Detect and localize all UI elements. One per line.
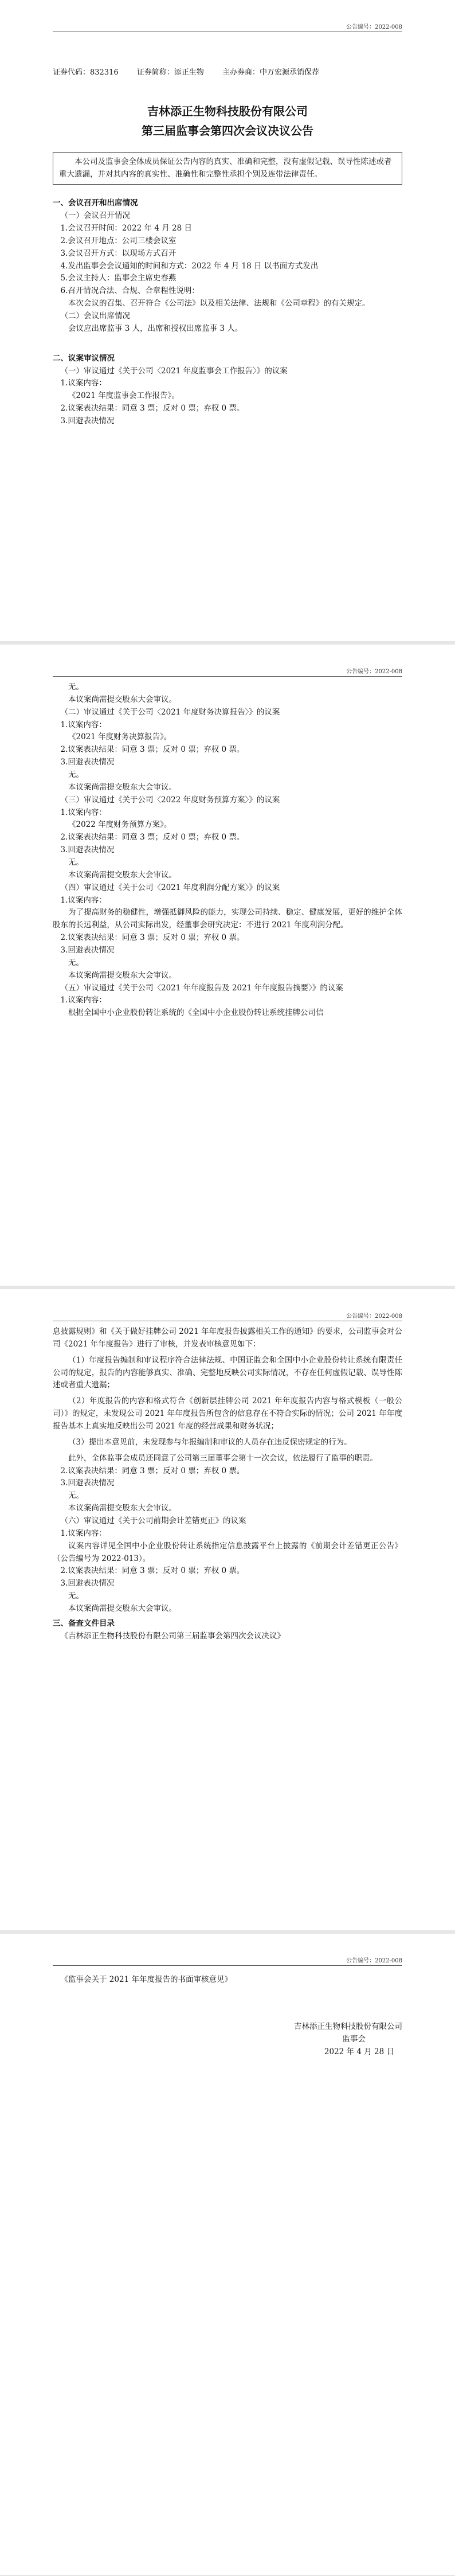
document-title [53, 102, 402, 140]
paragraph: 本议案尚需提交股东大会审议。 [68, 1504, 176, 1513]
vote-result: 2.议案表决结果：同意 3 票；反对 0 票；弃权 0 票。 [60, 833, 245, 842]
resolution-heading: （一）审议通过《关于公司〈2021 年度监事会工作报告〉》的议案 [60, 366, 288, 376]
paragraph: 4.发出监事会会议通知的时间和方式：2022 年 4 月 18 日 以书面方式发出 [60, 261, 319, 271]
paragraph: 3.会议召开方式：以现场方式召开 [60, 248, 176, 258]
security-abbr: 证券简称：添正生物 [136, 68, 204, 77]
subsection-heading: （一）会议召开情况 [60, 211, 130, 221]
paragraph: 3.回避表决情况 [60, 845, 115, 855]
section-heading: 二、议案审议情况 [53, 353, 115, 363]
page-content [53, 681, 402, 1020]
paragraph: 为了提高财务的稳健性，增强抵御风险的能力，实现公司持续、稳定、健康发展，更好的维护全体股东的长远利益，从公司实际出发，经董事会研究决定：不进行 2021 年度利润分配。 [53, 908, 402, 930]
paragraph: 无。 [68, 1591, 84, 1601]
signature-board: 监事会 [342, 2034, 366, 2044]
subsection-heading: （二）会议出席情况 [60, 311, 130, 321]
paragraph: 3.回避表决情况 [60, 1478, 115, 1488]
page-header: 公告编号：2022-008 [53, 22, 402, 32]
page-header: 公告编号：2022-008 [53, 1956, 402, 1966]
resolution-heading: （三）审议通过《关于公司〈2022 年度财务预算方案〉》的议案 [60, 795, 280, 805]
paragraph: 3.回避表决情况 [60, 1579, 115, 1588]
vote-result: 2.议案表决结果：同意 3 票；反对 0 票；弃权 0 票。 [60, 745, 245, 755]
paragraph: 本议案尚需提交股东大会审议。 [68, 694, 176, 704]
paragraph: 《2021 年度监事会工作报告》。 [68, 391, 179, 401]
signature-block [53, 2021, 402, 2059]
paragraph: 3.回避表决情况 [60, 946, 115, 955]
paragraph: 议案内容详见全国中小企业股份转让系统指定信息披露平台上披露的《前期会计差错更正公告》（公告编号为 2022-013）。 [53, 1541, 402, 1563]
paragraph: 1.议案内容： [60, 996, 107, 1005]
paragraph: 6.召开情况合法、合规、合章程性说明： [60, 286, 199, 296]
page-content [53, 1326, 402, 1643]
paragraph: 5.会议主持人：监事会主席史春燕 [60, 274, 176, 283]
reference-document: 《吉林添正生物科技股份有限公司第三届监事会第四次会议决议》 [60, 1631, 285, 1641]
paragraph: 1.会议召开时间：2022 年 4 月 28 日 [60, 223, 192, 233]
title-line-1: 吉林添正生物科技股份有限公司 [147, 104, 308, 119]
signature-date: 2022 年 4 月 28 日 [324, 2047, 394, 2056]
paragraph: （2）年度报告的内容和格式符合《创新层挂牌公司 2021 年年度报告内容与格式模板（一般公司）》的规定，未发现公司 2021 年年度报告所包含的信息存在不符合实际的情况；公司 2021 年年度报告基本上真实地反映出公司 2021 年度的经营成果和财务状况； [53, 1396, 402, 1431]
responsibility-notice: 本公司及监事会全体成员保证公告内容的真实、准确和完整，没有虚假记载、误导性陈述或者重大遗漏，并对其内容的真实性、准确性和完整性承担个别及连带法律责任。 [53, 152, 402, 185]
paragraph: 《2022 年度财务预算方案》。 [68, 820, 172, 830]
vote-result: 2.议案表决结果：同意 3 票；反对 0 票；弃权 0 票。 [60, 933, 245, 943]
page-content [53, 1970, 402, 2058]
page-1 [0, 0, 455, 641]
vote-result: 2.议案表决结果：同意 3 票；反对 0 票；弃权 0 票。 [60, 404, 245, 413]
page-header: 公告编号：2022-008 [53, 666, 402, 677]
paragraph: 息披露规则》和《关于做好挂牌公司 2021 年年度报告披露相关工作的通知》的要求，公司监事会对公司《2021 年年度报告》进行了审核，并发表审核意见如下： [53, 1327, 402, 1349]
paragraph: 3.回避表决情况 [60, 416, 115, 426]
title-line-2: 第三届监事会第四次会议决议公告 [142, 124, 313, 138]
paragraph: （1）年度报告编制和审议程序符合法律法规、中国证监会和全国中小企业股份转让系统有限责任公司的规定，报告的内容能够真实、准确、完整地反映公司实际情况，不存在任何虚假记载、误导性陈述或者重大遗漏； [53, 1355, 402, 1390]
page-4 [0, 1934, 455, 2575]
paragraph: 1.议案内容： [60, 895, 107, 905]
signature-company: 吉林添正生物科技股份有限公司 [294, 2021, 402, 2031]
paragraph: 此外，全体监事会成员还同意了公司第三届董事会第十一次会议，依法履行了监事的职责。 [68, 1453, 378, 1463]
page-header: 公告编号：2022-008 [53, 1311, 402, 1321]
page-3 [0, 1289, 455, 1930]
paragraph: 无。 [68, 682, 84, 692]
resolution-heading: （五）审议通过《关于公司〈2021 年年度报告及 2021 年年度报告摘要〉》的议案 [60, 983, 343, 993]
resolution-heading: （六）审议通过《关于公司前期会计差错更正》的议案 [60, 1516, 246, 1526]
paragraph: 1.议案内容： [60, 807, 107, 817]
paragraph: 无。 [68, 770, 84, 780]
paragraph: 会议应出席监事 3 人，出席和授权出席监事 3 人。 [68, 323, 243, 333]
paragraph: 无。 [68, 1491, 84, 1501]
paragraph: 《2021 年度财务决算报告》。 [68, 732, 172, 742]
paragraph: 1.议案内容： [60, 1528, 107, 1538]
paragraph: 本议案尚需提交股东大会审议。 [68, 870, 176, 880]
paragraph: 根据全国中小企业股份转让系统的《全国中小企业股份转让系统挂牌公司信 [68, 1008, 324, 1018]
vote-result: 2.议案表决结果：同意 3 票；反对 0 票；弃权 0 票。 [60, 1566, 245, 1576]
paragraph: （3）提出本意见前，未发现参与年报编制和审议的人员存在违反保密规定的行为。 [68, 1437, 352, 1447]
paragraph: 本议案尚需提交股东大会审议。 [68, 782, 176, 792]
security-code: 证券代码：832316 [53, 68, 119, 77]
paragraph: 本议案尚需提交股东大会审议。 [68, 970, 176, 980]
page-content [53, 37, 402, 428]
section-heading: 一、会议召开和出席情况 [53, 198, 138, 208]
paragraph: 1.议案内容： [60, 720, 107, 729]
page-2 [0, 645, 455, 1286]
paragraph: 本议案尚需提交股东大会审议。 [68, 1604, 176, 1614]
paragraph: 无。 [68, 858, 84, 868]
resolution-heading: （二）审议通过《关于公司〈2021 年度财务决算报告〉》的议案 [60, 707, 280, 717]
resolution-heading: （四）审议通过《关于公司〈2021 年度利润分配方案〉》的议案 [60, 883, 280, 892]
paragraph: 本次会议的召集、召开符合《公司法》以及相关法律、法规和《公司章程》的有关规定。 [68, 299, 370, 309]
paragraph: 3.回避表决情况 [60, 758, 115, 767]
main-broker: 主办券商：中万宏源承销保荐 [222, 68, 319, 77]
paragraph: 2.会议召开地点：公司三楼会议室 [60, 236, 176, 245]
paragraph: 1.议案内容： [60, 378, 107, 388]
section-heading: 三、备查文件目录 [53, 1618, 115, 1628]
paragraph: 无。 [68, 958, 84, 967]
security-meta [53, 67, 402, 79]
vote-result: 2.议案表决结果：同意 3 票；反对 0 票；弃权 0 票。 [60, 1466, 245, 1476]
reference-document: 《监事会关于 2021 年年度报告的书面审核意见》 [60, 1975, 232, 1984]
